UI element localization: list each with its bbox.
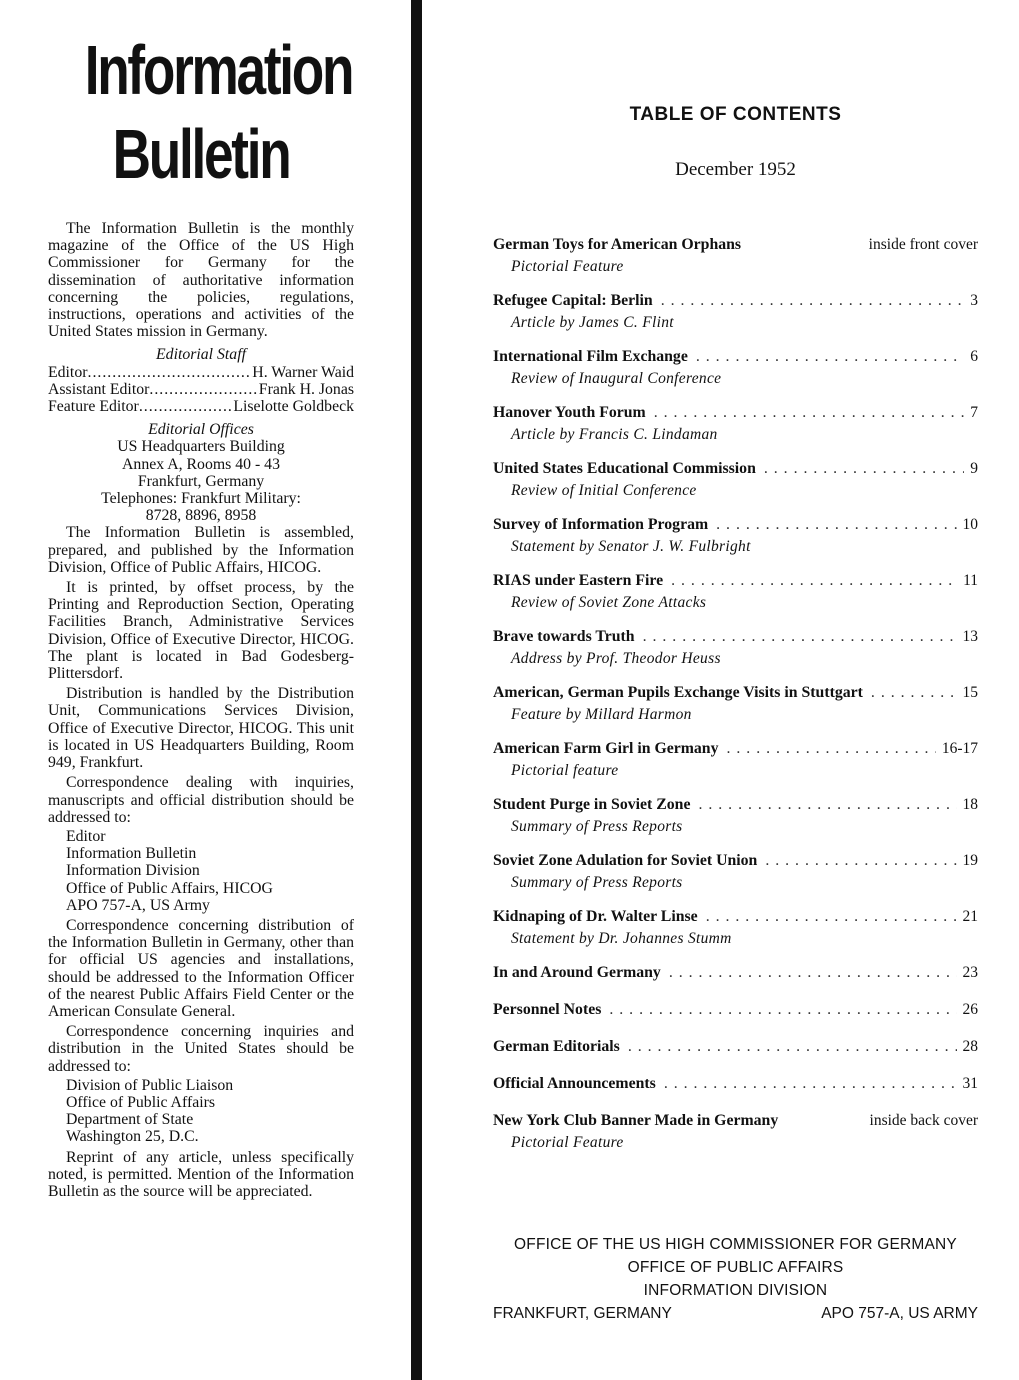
toc-entry [493,796,978,852]
toc-entry [493,964,978,1001]
toc-entry-title: New York Club Banner Made in Germany [493,1112,779,1129]
toc-title: TABLE OF CONTENTS [629,104,842,125]
toc-entry-title: German Toys for American Orphans [493,236,742,253]
toc-entry [493,628,978,684]
footer-line-1: OFFICE OF THE US HIGH COMMISSIONER FOR GERMANY [514,1236,957,1253]
staff-name: Liselotte Goldbeck [233,398,354,416]
leader-dots [620,1038,957,1056]
leader-dots [698,908,957,926]
toc-entry-line [493,740,978,760]
toc-entry-line [493,908,978,928]
masthead-body [48,220,354,1200]
printed-paragraph: It is printed, by offset process, by the Printing and Reproduction Section, Operating Facilities Branch, Administrative Services Division, Office of Executive Director, HICOG. The plant is located in Bad Godesberg-Plittersdorf. [48,579,354,683]
leader-dots [688,348,964,366]
staff-heading: Editorial Staff [156,346,246,364]
offices-heading: Editorial Offices [148,421,254,439]
footer-apo: APO 757-A, US ARMY [821,1305,978,1322]
toc-entry [493,1075,978,1112]
toc-entry-page: 31 [962,1075,978,1092]
address-line: Division of Public Liaison [66,1076,234,1094]
address-line: Office of Public Affairs, HICOG [66,879,273,897]
toc-entry-title: Refugee Capital: Berlin [493,292,653,309]
toc-entry-subtitle: Summary of Press Reports [511,818,683,835]
toc-entry-page: 7 [970,404,978,421]
address-line: Office of Public Affairs [66,1093,216,1111]
toc-entry-page: 26 [962,1001,978,1018]
toc-entry-page: 21 [962,908,978,925]
toc-entry-page: 10 [962,516,978,533]
toc-entry [493,908,978,964]
toc-entry-line [493,684,978,704]
address-line: Editor [66,827,106,845]
leader-dots [690,796,956,814]
toc-entry-subtitle: Statement by Dr. Johannes Stumm [511,930,732,947]
address-line: Information Division [66,862,200,880]
leader-dots [635,628,957,646]
toc-entry-title: American, German Pupils Exchange Visits in Stuttgart [493,684,863,701]
footer-line-4 [493,1302,978,1325]
toc-entry-line [493,516,978,536]
leader-dots [719,740,936,758]
toc-entry-page: inside back cover [869,1112,978,1129]
staff-name: H. Warner Waid [252,363,354,381]
toc-entry-title: Personnel Notes [493,1001,602,1018]
address-line: Washington 25, D.C. [66,1128,199,1146]
toc-entry-subtitle: Feature by Millard Harmon [511,706,692,723]
toc-entry-title: Survey of Information Program [493,516,709,533]
toc-entry-page: 16-17 [941,740,978,757]
toc-entry-subtitle: Review of Inaugural Conference [511,370,722,387]
toc-entry-title: Official Announcements [493,1075,656,1092]
toc-entry [493,852,978,908]
correspondence-paragraph-1: Correspondence dealing with inquiries, manuscripts and official distribution should be addressed to: [48,774,354,826]
toc-entry-subtitle: Review of Initial Conference [511,482,697,499]
toc-entry-line [493,1075,978,1095]
staff-list [48,364,354,416]
toc-entry-title: United States Educational Commission [493,460,756,477]
toc-entry-subtitle: Pictorial Feature [511,258,624,275]
toc-entry [493,404,978,460]
toc-entry-page: 9 [970,460,978,477]
address-line: Department of State [66,1111,194,1129]
staff-row [48,381,354,398]
leader-dots [139,398,234,415]
toc-entry-subtitle: Summary of Press Reports [511,874,683,891]
staff-role: Feature Editor [48,398,139,416]
toc-entry [493,1001,978,1038]
masthead-title [84,28,353,196]
column-divider [411,0,422,1380]
leader-dots [601,1001,956,1019]
toc-entry-subtitle: Statement by Senator J. W. Fulbright [511,538,751,555]
leader-dots [708,516,956,534]
leader-dots [656,1075,957,1093]
toc-entry-page: inside front cover [868,236,978,253]
toc-entry-title: International Film Exchange [493,348,688,365]
toc-entry-page: 3 [970,292,978,309]
toc-entry-title: Kidnaping of Dr. Walter Linse [493,908,698,925]
leader-dots [663,572,957,590]
toc-list [493,236,978,1168]
toc-entry [493,292,978,348]
offices-line: US Headquarters Building [117,438,285,456]
toc-entry-page: 23 [962,964,978,981]
toc-entry-line [493,572,978,592]
toc-entry-subtitle: Review of Soviet Zone Attacks [511,594,707,611]
leader-dots [149,381,258,398]
toc-entry-page: 28 [962,1038,978,1055]
toc-entry [493,740,978,796]
toc-entry-line [493,1038,978,1058]
toc-entry-subtitle: Article by Francis C. Lindaman [511,426,718,443]
toc-entry-title: Brave towards Truth [493,628,635,645]
toc-entry-line [493,404,978,424]
toc-entry-subtitle: Article by James C. Flint [511,314,674,331]
correspondence-paragraph-2: Correspondence concerning distribution of the Information Bulletin in Germany, other than for official US agencies and installations, should be addressed to the Information Officer of the nearest Public Affairs Field Center or the American Consulate General. [48,916,354,1020]
toc-entry-title: RIAS under Eastern Fire [493,572,664,589]
offices-line: Annex A, Rooms 40 - 43 [122,455,280,473]
toc-entry [493,572,978,628]
offices-line: Telephones: Frankfurt Military: [101,490,301,508]
toc-entry-title: Student Purge in Soviet Zone [493,796,691,813]
offices-line: 8728, 8896, 8958 [145,507,257,525]
address-line: Information Bulletin [66,845,197,863]
leader-dots [88,364,253,381]
toc-entry [493,516,978,572]
left-column [48,28,354,1200]
toc-entry [493,236,978,292]
toc-entry [493,1038,978,1075]
toc-entry-page: 13 [962,628,978,645]
about-paragraph: The Information Bulletin is the monthly magazine of the Office of the US High Commissioner for Germany for the dissemination of authoritative information concerning the policies, regulations, instructions, operations and activities of the United States mission in Germany. [48,220,354,341]
address-line: APO 757-A, US Army [66,896,210,914]
staff-role: Editor [48,363,88,381]
toc-entry-line [493,1001,978,1021]
footer-city: FRANKFURT, GERMANY [493,1305,672,1322]
liaison-address [66,1077,354,1146]
offices-address [48,438,354,524]
leader-dots [661,964,957,982]
leader-dots [863,684,957,702]
toc-entry-line [493,628,978,648]
toc-entry [493,1112,978,1168]
toc-entry-title: German Editorials [493,1038,620,1055]
toc-entry-line [493,796,978,816]
toc-entry-title: Soviet Zone Adulation for Soviet Union [493,852,758,869]
toc-entry-line [493,236,978,256]
toc-entry [493,684,978,740]
toc-entry-title: In and Around Germany [493,964,661,981]
leader-dots [757,852,956,870]
toc-entry [493,460,978,516]
toc-entry-page: 11 [963,572,978,589]
toc-entry-page: 6 [970,348,978,365]
toc-entry-line [493,292,978,312]
correspondence-paragraph-3: Correspondence concerning inquiries and distribution in the United States should be addressed to: [48,1023,354,1075]
assembled-paragraph: The Information Bulletin is assembled, prepared, and published by the Information Division, Office of Public Affairs, HICOG. [48,524,354,576]
leader-dots [646,404,965,422]
toc-entry-page: 15 [962,684,978,701]
toc-entry-page: 18 [962,796,978,813]
footer-line-3: INFORMATION DIVISION [643,1282,828,1299]
publisher-footer [493,1233,978,1325]
toc-entry-line [493,964,978,984]
toc-entry-line [493,348,978,368]
toc-entry-title: American Farm Girl in Germany [493,740,719,757]
toc-entry-subtitle: Pictorial Feature [511,1134,624,1151]
toc-entry [493,348,978,404]
editor-address [66,828,354,914]
toc-entry-line [493,852,978,872]
toc-entry-subtitle: Address by Prof. Theodor Heuss [511,650,721,667]
distribution-paragraph: Distribution is handled by the Distribution Unit, Communications Services Division, Office of Executive Director, HICOG. This unit is located in US Headquarters Building, Room 949, Frankfurt. [48,685,354,772]
reprint-paragraph: Reprint of any article, unless specifically noted, is permitted. Mention of the Information Bulletin as the source will be appreciated. [48,1148,354,1200]
staff-role: Assistant Editor [48,380,150,398]
staff-row [48,398,354,415]
toc-date: December 1952 [675,159,796,180]
toc-entry-line [493,460,978,480]
toc-entry-page: 19 [962,852,978,869]
toc-entry-title: Hanover Youth Forum [493,404,646,421]
staff-row [48,364,354,381]
masthead-line-2: Bulletin [112,115,290,193]
leader-dots [653,292,965,310]
footer-line-2: OFFICE OF PUBLIC AFFAIRS [627,1259,844,1276]
masthead-line-1: Information [84,31,353,109]
leader-dots [756,460,964,478]
toc-entry-line [493,1112,978,1132]
staff-name: Frank H. Jonas [258,380,354,398]
toc-entry-subtitle: Pictorial feature [511,762,619,779]
offices-line: Frankfurt, Germany [137,472,265,490]
